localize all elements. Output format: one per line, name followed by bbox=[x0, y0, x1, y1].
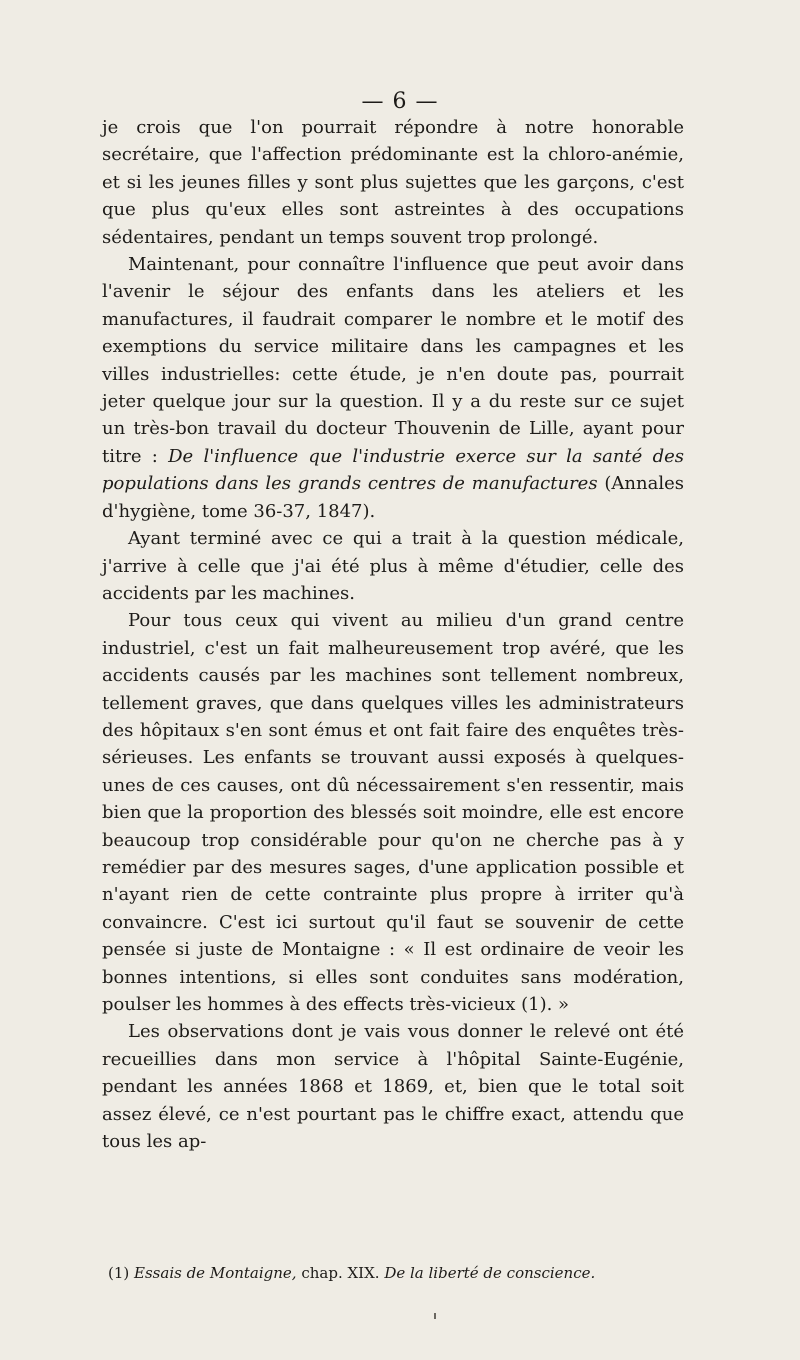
paragraph-3: Ayant terminé avec ce qui a trait à la question médicale, j'arrive à celle que j'ai été plus à même d'étudier, celle des accidents par les machines. bbox=[102, 528, 684, 604]
paragraph-2 bbox=[102, 251, 684, 525]
footnote-chapter: chap. XIX. bbox=[301, 1264, 380, 1282]
footnote-section: De la liberté de conscience. bbox=[384, 1264, 596, 1282]
paragraph-2-text: Maintenant, pour connaître l'influence que peut avoir dans l'avenir le séjour des enfants dans les ateliers et les manufactures, il faudrait comparer le nombre et le motif des exemptions du service militaire dans les campagnes et les villes industrielles: cette étude, je n'en doute pas, pourrait jeter quelque jour sur la question. Il y a du reste sur ce sujet un très-bon travail du docteur Thouvenin de Lille, ayant pour titre : bbox=[102, 254, 684, 467]
footnote-marker: (1) bbox=[108, 1264, 130, 1282]
footnote-title: Essais de Montaigne, bbox=[134, 1264, 297, 1282]
citation-title: De l'influence que l'industrie exerce sur la santé des populations dans les grands centres de manufactures bbox=[102, 445, 684, 495]
paragraph-4: Pour tous ceux qui vivent au milieu d'un grand centre industriel, c'est un fait malheureusement trop avéré, que les accidents causés par les machines sont tellement nombreux, tellement graves, que dans quelques villes les administrateurs des hôpitaux s'en sont émus et ont fait faire des enquêtes très-sérieuses. Les enfants se trouvant aussi exposés à quelques-unes de ces causes, ont dû nécessairement s'en ressentir, mais bien que la proportion des blessés soit moindre, elle est encore beaucoup trop considérable pour qu'on ne cherche pas à y remédier par des mesures sages, d'une application possible et n'ayant rien de cette contrainte plus propre à irriter qu'à convaincre. C'est ici surtout qu'il faut se souvenir de cette pensée si juste de Montaigne : « Il est ordinaire de veoir les bonnes intentions, si elles sont conduites sans modération, poulser les hommes à des effects très-vicieux (1). » bbox=[102, 610, 684, 1015]
body-text bbox=[102, 114, 684, 1155]
paragraph-1: je crois que l'on pourrait répondre à notre honorable secrétaire, que l'affection prédominante est la chloro-anémie, et si les jeunes filles y sont plus sujettes que les garçons, c'est que plus qu'eux elles sont astreintes à des occupations sédentaires, pendant un temps souvent trop prolongé. bbox=[102, 117, 684, 248]
footnote bbox=[108, 1262, 678, 1284]
print-mark bbox=[434, 1313, 436, 1319]
paragraph-5: Les observations dont je vais vous donner le relevé ont été recueillies dans mon service à l'hôpital Sainte-Eugénie, pendant les années 1868 et 1869, et, bien que le total soit assez élevé, ce n'est pourtant pas le chiffre exact, attendu que tous les ap- bbox=[102, 1021, 684, 1153]
citation-reference: (Annales d'hygiène, tome 36-37, 1847). bbox=[102, 473, 684, 522]
page-number: — 6 — bbox=[361, 89, 439, 114]
